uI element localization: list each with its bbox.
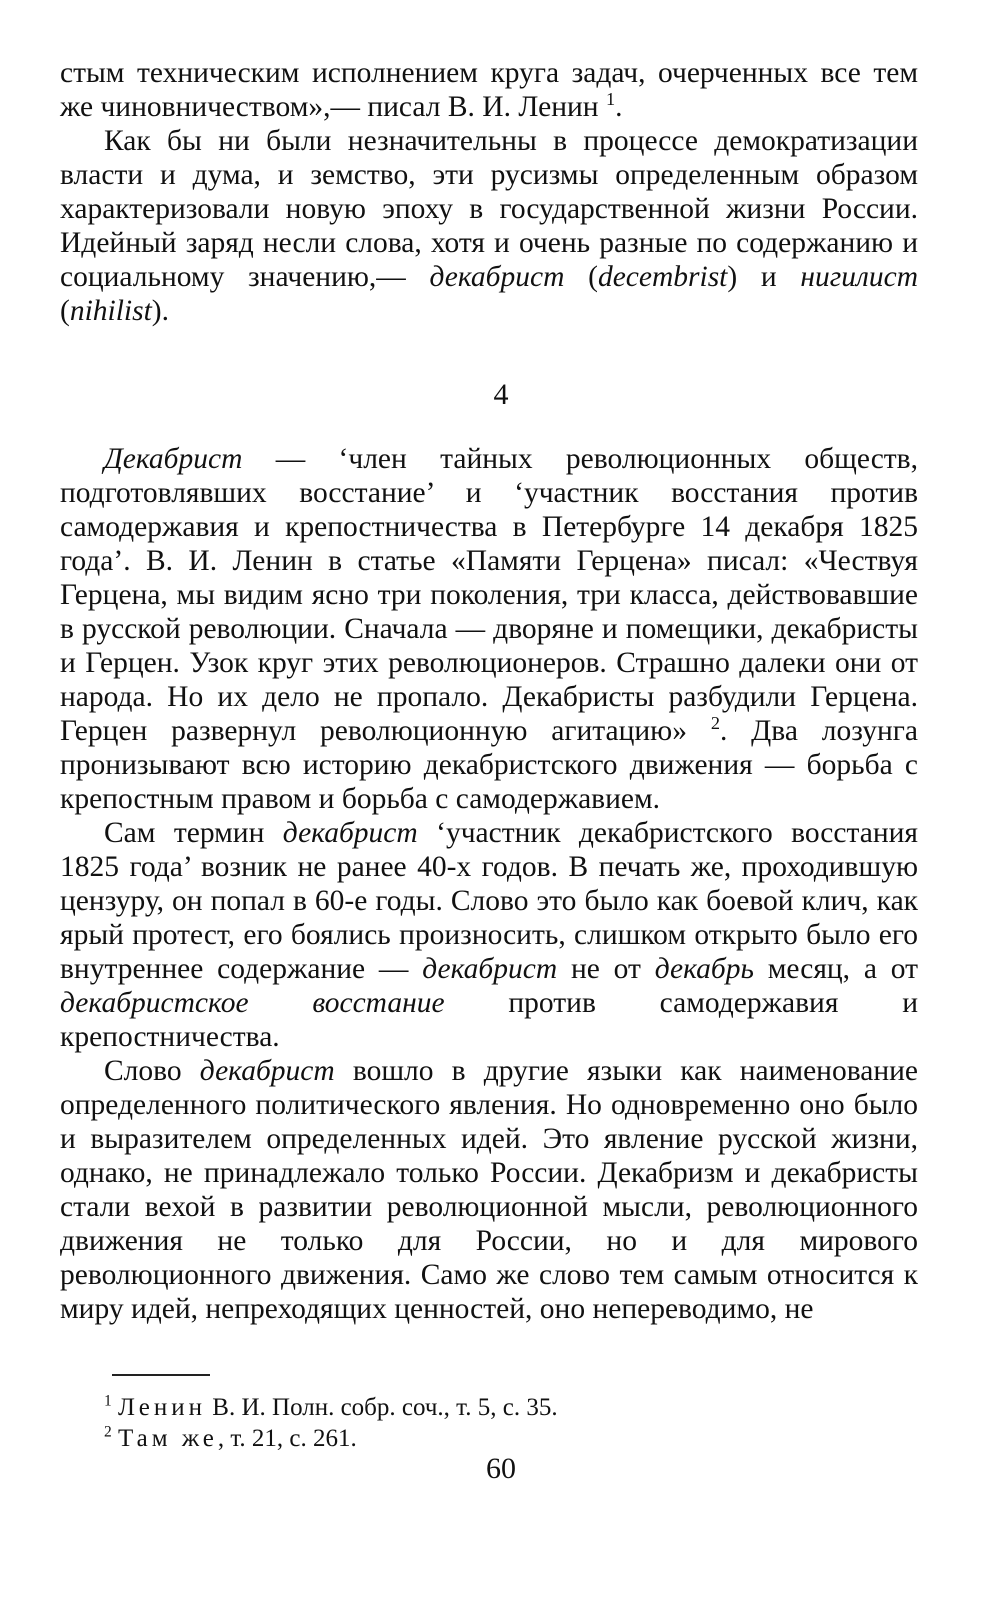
footnote-mark: 2 — [104, 1423, 112, 1441]
paragraph-text: ( — [60, 295, 70, 327]
footnote-author: Ленин — [118, 1394, 207, 1421]
term-italic: nihilist — [69, 295, 152, 327]
footnotes — [104, 1392, 864, 1454]
term-italic: декабрист — [422, 953, 558, 985]
paragraph-text: не от — [557, 953, 655, 985]
paragraph-text: Как бы ни были незначительны в процессе демократизации власти и дума, и земство, эти русизмы определенным образом характеризовали новую эпоху в государственной жизни России. Идейный заряд несли слова, хотя и очень разные по содержанию и социальному значению,— — [60, 125, 918, 293]
footnote-mark: 1 — [104, 1392, 112, 1410]
paragraph-text: ) и — [727, 261, 801, 293]
term-italic: декабрист — [199, 1055, 335, 1087]
page-number: 60 — [486, 1452, 516, 1485]
paragraph-text: — ‘член тайных революционных обществ, подготовлявших восстание’ и ‘участник восстания против самодержавия и крепостничества в Петербурге 14 декабря 1825 года’. В. И. Ленин в статье «Памяти Герцена» писал: «Чествуя Герцена, мы видим ясно три поколения, три класса, действовавшие в русской революции. Сначала — дворяне и помещики, декабристы и Герцен. Узок круг этих революционеров. Страшно далеки они от народа. Но их дело не пропало. Декабристы разбудили Герцена. Герцен развернул революционную агитацию» — [60, 443, 918, 747]
paragraph-text: . Два лозунга пронизывают всю историю декабристского движения — борьба с крепостным правом и борьба с самодержавием. — [60, 715, 918, 815]
paragraph-term-origin — [60, 816, 918, 1054]
term-italic: декабрь — [654, 953, 754, 985]
section-number: 4 — [493, 378, 509, 411]
footnote-text: , т. 21, с. 261. — [217, 1425, 357, 1452]
paragraph-text: вошло в другие языки как наименование определенного политического явления. Но одновременно оно было и выразителем определенных идей. Это явление русской жизни, однако, не принадлежало только России. Декабризм и декабристы стали вехой в развитии революционной мысли, революционного движения не только для России, но и для мирового революционного движения. Само же слово тем самым относится к миру идей, непреходящих ценностей, оно непереводимо, не — [60, 1055, 919, 1325]
paragraph-russisms — [60, 124, 918, 328]
paragraph-text: Слово — [104, 1055, 200, 1087]
paragraph-text: Сам термин — [104, 817, 283, 849]
paragraph-text: ). — [151, 295, 169, 327]
paragraph-continuation — [60, 56, 918, 124]
footnote-divider — [112, 1374, 210, 1376]
paragraph-text: . — [615, 91, 623, 123]
paragraph-text: стым техническим исполнением круга задач, очерченных все тем же чиновничеством»,— писал В. И. Ленин — [60, 57, 918, 123]
footnote-2 — [104, 1423, 864, 1454]
paragraph-other-languages — [60, 1054, 918, 1326]
text-block-top — [60, 56, 918, 328]
term-italic: декабрист — [282, 817, 418, 849]
footnote-ref-1[interactable]: 1 — [605, 89, 616, 110]
footnote-1 — [104, 1392, 864, 1423]
term-italic: декабристское восстание — [60, 987, 445, 1019]
footnote-author: Там же — [118, 1425, 218, 1452]
text-block-main — [60, 442, 918, 1326]
term-italic: decembrist — [597, 261, 728, 293]
paragraph-text: против самодержавия и крепостничества. — [60, 987, 918, 1053]
paragraph-definition — [60, 442, 918, 816]
footnote-ref-2[interactable]: 2 — [710, 713, 720, 734]
term-italic: Декабрист — [104, 443, 243, 475]
term-italic: нигилист — [800, 261, 919, 293]
footnote-text: В. И. Полн. собр. соч., т. 5, с. 35. — [206, 1394, 558, 1421]
paragraph-text: месяц, а от — [753, 953, 919, 985]
paragraph-text: ‘участник декабристского восстания 1825 года’ возник не ранее 40-х годов. В печать же, проходившую цензуру, он попал в 60-е годы. Слово это было как боевой клич, как ярый протест, его боялись произносить, слишком открыто было его внутреннее содержание — — [60, 817, 918, 985]
paragraph-text: ( — [564, 261, 598, 293]
term-italic: декабрист — [429, 261, 565, 293]
